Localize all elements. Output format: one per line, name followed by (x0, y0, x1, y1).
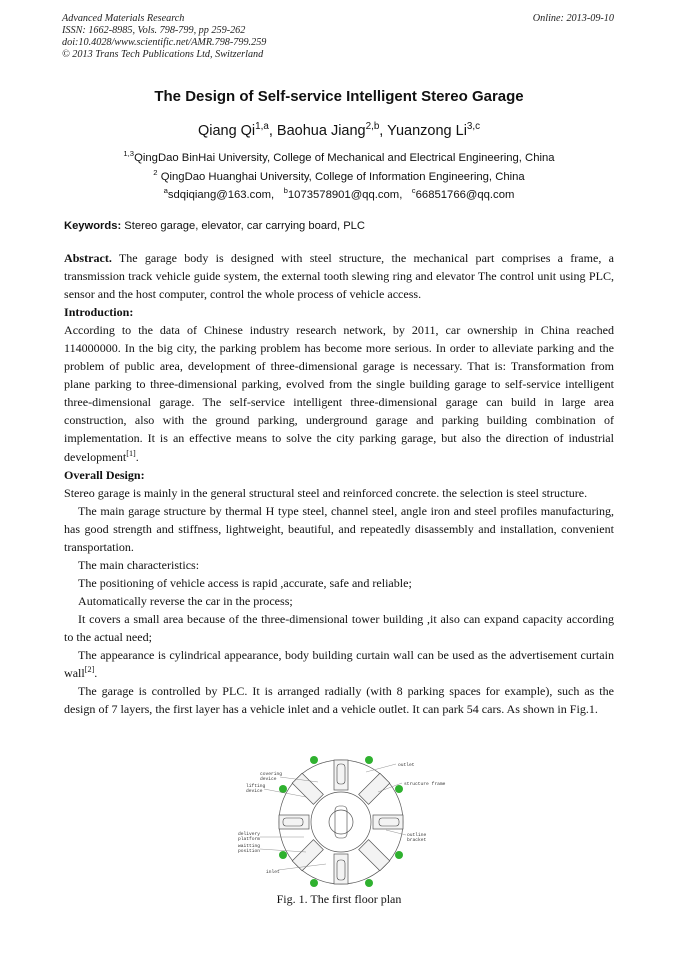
keywords-label: Keywords: (64, 220, 122, 232)
overall-heading: Overall Design: (64, 467, 145, 482)
author-name: Baohua Jiang (276, 123, 366, 139)
parking-bay (334, 854, 348, 884)
tree-icon (279, 851, 287, 859)
overall-paragraph-plc: The garage is controlled by PLC. It is arranged radially (with 8 parking spaces for example), such as the design of 7 layers, the first layer has a vehicle inlet and a vehicle outlet. It can park 54 cars. As shown in Fig.1. (64, 684, 614, 717)
label-outline: outline (407, 833, 427, 838)
tree-icon (279, 785, 287, 793)
email-sup: c (411, 186, 416, 196)
affiliation-sup: 1,3 (123, 149, 135, 159)
email-link[interactable]: 1073578901@qq.com, (287, 189, 403, 201)
parking-bay (279, 815, 309, 829)
label-structure-frame: structure frame (404, 782, 446, 787)
sentence-end: . (94, 666, 98, 681)
paper-body (64, 249, 614, 718)
author-sep: , (379, 123, 388, 139)
author-name: Qiang Qi (197, 123, 256, 139)
author-list (0, 123, 678, 139)
overall-paragraph-1: Stereo garage is mainly in the general structural steel and reinforced concrete. the selection is steel structure. (64, 485, 588, 500)
callout-line (386, 830, 406, 835)
characteristics-heading: The main characteristics: (78, 557, 200, 572)
affiliation-sup: 2 (153, 168, 158, 178)
keywords (64, 220, 614, 232)
abstract-label: Abstract. (64, 251, 112, 265)
journal-header (62, 13, 266, 61)
email-line (0, 186, 678, 201)
tree-icon (310, 879, 318, 887)
label-lifting-device: device (246, 789, 263, 794)
doi: doi:10.4028/www.scientific.net/AMR.798-799.259 (62, 37, 267, 48)
tree-icon (395, 851, 403, 859)
abstract (64, 249, 614, 303)
paper-title: The Design of Self-service Intelligent Stereo Garage (154, 88, 524, 105)
parking-bay (292, 773, 323, 804)
parking-bay (359, 840, 390, 871)
email-sup: b (283, 186, 288, 196)
characteristic-text: The appearance is cylindrical appearance, body building curtain wall can be used as the advertisement curtain wall (64, 648, 614, 681)
tree-icon (310, 756, 318, 764)
figure-caption: Fig. 1. The first floor plan (276, 892, 402, 906)
parking-bay (359, 773, 390, 804)
label-delivery: delivery (238, 832, 261, 837)
journal-name: Advanced Materials Research (62, 13, 185, 24)
keywords-text: Stereo garage, elevator, car carrying board, PLC (121, 220, 365, 232)
copyright: © 2013 Trans Tech Publications Ltd, Switzerland (62, 49, 264, 60)
affiliation-2 (0, 168, 678, 183)
email-sup: a (163, 186, 168, 196)
center-hub (329, 810, 353, 834)
characteristic-item (64, 646, 614, 682)
label-outlet: outlet (398, 763, 415, 768)
author-sup: 1,a (255, 121, 269, 133)
characteristic-item: It covers a small area because of the three-dimensional tower building ,it also can expand capacity according to the actual need; (64, 611, 614, 644)
label-waiting: waitting (238, 844, 261, 849)
label-covering: covering (260, 772, 283, 777)
label-bracket: bracket (407, 838, 427, 843)
introduction-text: According to the data of Chinese industry research network, by 2011, car ownership in China reached 114000000. In the big city, the parking problem has become more serious. In order to alleviate parking and the problem of public area, development of three-dimensional garage is necessary. That is: Transformation from plane parking to three-dimensional parking, evolved from the single building garage to self-service intelligent three-dimensional garage. The self-service intelligent three-dimensional garage can build in large area construction, also with the ground parking, underground garage and parking building combination of implementation. It is an effective means to solve the city parking garage, but also the direction of industrial development (64, 323, 614, 464)
label-position: position (238, 849, 261, 854)
author-sup: 3,c (466, 121, 481, 133)
tree-icon (395, 785, 403, 793)
abstract-text: The garage body is designed with steel structure, the mechanical part comprises a frame, a transmission track vehicle guide system, the external tooth slewing ring and elevator The control unit using PLC, sensor and the host computer, control the whole process of vehicle access. (64, 251, 614, 302)
characteristic-item: The positioning of vehicle access is rapid ,accurate, safe and reliable; (78, 575, 412, 590)
introduction-paragraph (64, 321, 614, 465)
parking-bays (279, 760, 403, 884)
online-date: Online: 2013-09-10 (532, 13, 614, 24)
affiliation-text: QingDao Huanghai University, College of Information Engineering, China (157, 171, 525, 183)
email-link[interactable]: sdqiqiang@163.com, (167, 189, 275, 201)
characteristic-item: Automatically reverse the car in the process; (78, 593, 293, 608)
label-platform: platform (238, 837, 261, 842)
overall-paragraph-2: The main garage structure by thermal H type steel, channel steel, angle iron and steel profiles manufacturing, has good strength and stiffness, lightweight, beautiful, and repeatedly disassembly and installation, convenient transportation. (64, 503, 614, 554)
label-covering-device: device (260, 777, 277, 782)
affiliation-1 (0, 149, 678, 164)
tree-icon (365, 756, 373, 764)
author-name: Yuanzong Li (387, 123, 467, 139)
parking-bay (334, 760, 348, 790)
author-sep: , (268, 123, 277, 139)
citation[interactable]: [1] (126, 448, 136, 458)
parking-bay (373, 815, 403, 829)
label-lifting: lifting (246, 784, 266, 789)
affiliation-text: QingDao BinHai University, College of Mechanical and Electrical Engineering, China (134, 152, 555, 164)
label-inlet: inlet (266, 870, 280, 875)
floor-plan-figure (226, 752, 451, 890)
issn: ISSN: 1662-8985, Vols. 798-799, pp 259-262 (62, 25, 246, 36)
inner-ring (311, 792, 371, 852)
citation[interactable]: [2] (84, 665, 95, 675)
email-link[interactable]: 66851766@qq.com (415, 189, 515, 201)
author-sup: 2,b (365, 121, 380, 133)
introduction-heading: Introduction: (64, 305, 134, 320)
tree-icon (365, 879, 373, 887)
sentence-end: . (135, 449, 139, 464)
callout-line (366, 764, 396, 772)
